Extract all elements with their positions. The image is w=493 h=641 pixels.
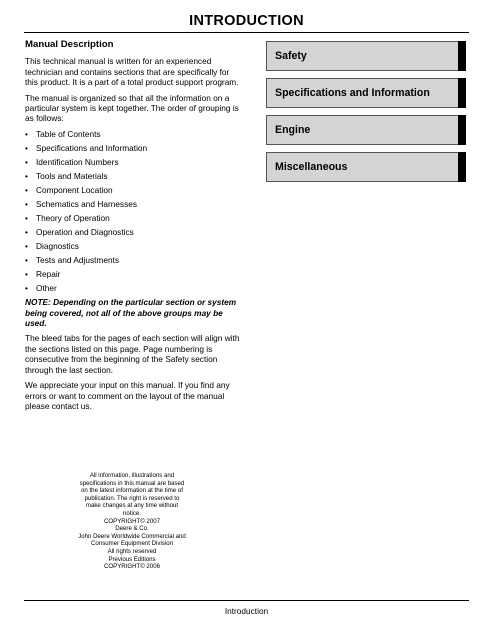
page-title: INTRODUCTION [189,13,304,29]
intro-paragraph: This technical manual is written for an experienced technician and contains sections that are specifically for this product. It is a part of a total product support program. [25,56,239,88]
copyright-line: COPYRIGHT© 2006 [104,563,160,571]
list-item: • Schematics and Harnesses [25,199,243,209]
bleed-tabs-paragraph: The bleed tabs for the pages of each section will align with the sections listed on this page. Page numbering is consecutive from the beginning of the Safety section through the last section. [25,333,240,375]
header-rule [24,32,469,33]
copyright-line: All rights reserved [107,547,157,555]
grouping-paragraph: The manual is organized so that all the information on a particular system is kept together. The order of grouping is as follows: [25,92,239,124]
copyright-notice [70,472,194,571]
feedback-paragraph: We appreciate your input on this manual. If you find any errors or want to comment on the layout of the manual please contact us. [25,380,230,411]
copyright-line: publication. The right is reserved to [84,494,180,502]
tab-specifications-and-information[interactable] [266,78,466,108]
page-footer: Introduction [224,606,269,616]
tab-miscellaneous[interactable] [266,152,466,182]
copyright-line: Consumer Equipment Division [91,540,173,548]
list-item: • Tools and Materials [25,171,243,181]
list-item: • Repair [25,269,243,279]
tab-safety[interactable] [266,41,466,71]
note-text: NOTE: Depending on the particular section or system being covered, not all of the above groups may be used. [25,297,237,329]
section-tabs [266,41,466,189]
copyright-line: All information, illustrations and [89,472,175,479]
copyright-line: on the latest information at the time of [81,487,183,495]
copyright-line: make changes at any time without [85,502,179,510]
footer-rule [24,600,469,601]
manual-description-column [25,40,243,416]
list-item: • Table of Contents [25,129,243,139]
group-list [25,129,243,293]
copyright-line: COPYRIGHT© 2007 [104,517,160,525]
list-item: • Component Location [25,185,243,195]
tab-label: Safety [275,50,307,62]
list-item: • Identification Numbers [25,157,243,167]
copyright-line: Deere & Co. [115,525,149,533]
copyright-line: Previous Editions [108,555,156,563]
list-item: • Operation and Diagnostics [25,227,243,237]
list-item: • Other [25,283,243,293]
copyright-line: notice. [123,509,141,517]
list-item: • Tests and Adjustments [25,255,243,265]
list-item: • Specifications and Information [25,143,243,153]
tab-label: Engine [275,124,311,136]
list-item: • Diagnostics [25,241,243,251]
list-item: • Theory of Operation [25,213,243,223]
copyright-line: specifications in this manual are based [79,479,185,487]
tab-label: Miscellaneous [275,161,348,173]
section-heading: Manual Description [25,39,114,50]
copyright-line: John Deere Worldwide Commercial and [78,532,186,540]
tab-label: Specifications and Information [275,87,430,99]
tab-engine[interactable] [266,115,466,145]
